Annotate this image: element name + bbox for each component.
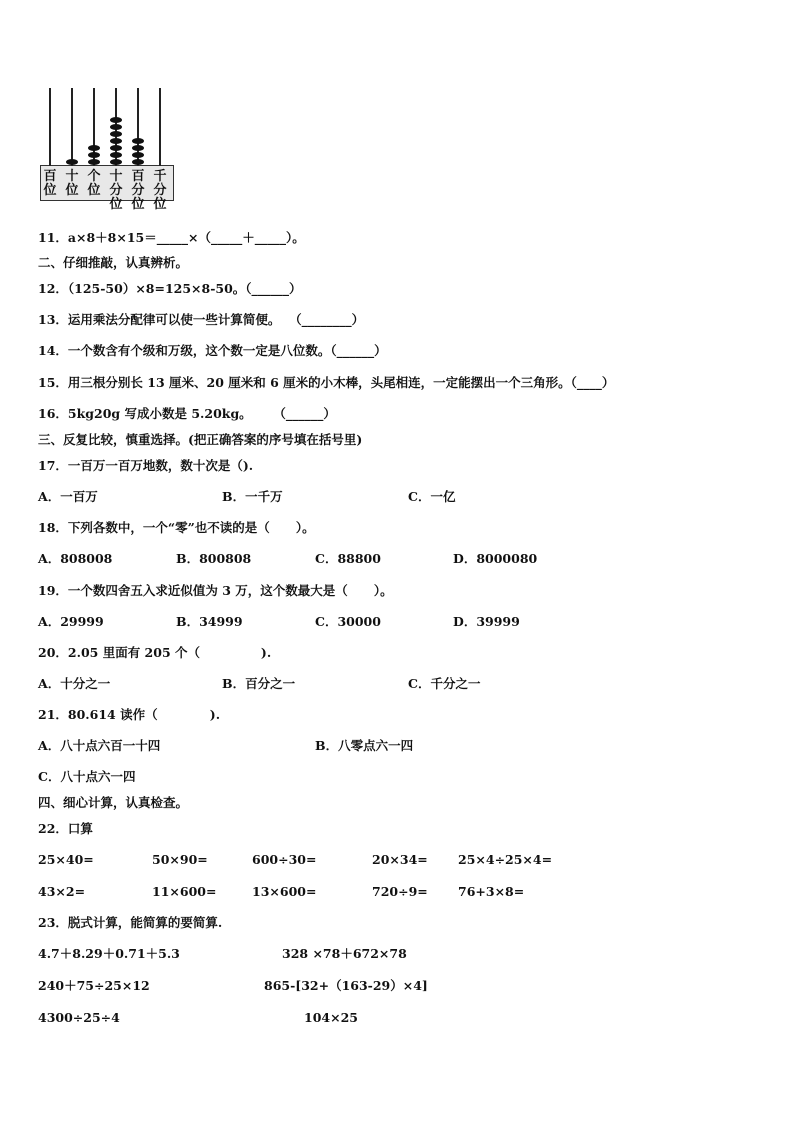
abacus-bead [110, 152, 122, 158]
q22-item: 25×40= [38, 852, 94, 867]
question-22-title: 22．口算 [38, 821, 93, 836]
question-23-title: 23．脱式计算，能简算的要简算. [38, 915, 223, 930]
q17-option-c: C．一亿 [408, 489, 456, 504]
abacus-column-label: 百位 [43, 169, 57, 198]
q22-item: 13×600= [252, 884, 317, 899]
question-19: 19．一个数四舍五入求近似值为 3 万，这个数最大是（ ）。 [38, 583, 393, 598]
q17-option-b: B．一千万 [222, 489, 283, 504]
abacus-bead [88, 152, 100, 158]
question-18: 18．下列各数中，一个“零”也不读的是（ ）。 [38, 520, 315, 535]
abacus-rod [49, 88, 51, 166]
abacus-bead [110, 131, 122, 137]
abacus-column-label: 千分位 [153, 169, 167, 212]
abacus-bead [66, 159, 78, 165]
q23-item: 240＋75÷25×12 [38, 978, 150, 993]
abacus-bead [110, 138, 122, 144]
q22-item: 25×4÷25×4= [458, 852, 553, 867]
q19-option-d: D．39999 [453, 614, 520, 629]
q18-option-d: D．8000080 [453, 551, 538, 566]
q22-item: 76+3×8= [458, 884, 525, 899]
q22-item: 43×2= [38, 884, 86, 899]
abacus-column-label: 百分位 [131, 169, 145, 212]
abacus-figure [40, 88, 174, 214]
q23-item: 328 ×78＋672×78 [282, 946, 407, 961]
question-14: 14．一个数含有个级和万级，这个数一定是八位数。（______） [38, 343, 387, 358]
q23-item: 4.7＋8.29＋0.71＋5.3 [38, 946, 180, 961]
q18-option-a: A．808008 [38, 551, 113, 566]
abacus-column-label: 十位 [65, 169, 79, 198]
q21-option-b: B．八零点六一四 [315, 738, 414, 753]
abacus-column-label: 十分位 [109, 169, 123, 212]
q19-option-b: B．34999 [176, 614, 243, 629]
abacus-bead [132, 159, 144, 165]
q22-item: 720÷9= [372, 884, 428, 899]
section-4-heading: 四、细心计算，认真检查。 [38, 795, 189, 810]
question-16: 16．5kg20g 写成小数是 5.20kg。 （______） [38, 406, 336, 421]
question-12: 12．（125-50）×8=125×8-50。（______） [38, 281, 302, 296]
q23-item: 104×25 [304, 1010, 358, 1025]
q18-option-b: B．800808 [176, 551, 252, 566]
abacus-rod [159, 88, 161, 166]
abacus-bead [110, 145, 122, 151]
q22-item: 11×600= [152, 884, 217, 899]
q22-item: 600÷30= [252, 852, 317, 867]
q22-item: 20×34= [372, 852, 428, 867]
abacus-bead [132, 152, 144, 158]
abacus-bead [110, 124, 122, 130]
abacus-column-label: 个位 [87, 169, 101, 198]
section-2-heading: 二、仔细推敲，认真辨析。 [38, 255, 189, 270]
section-3-heading: 三、反复比较，慎重选择。(把正确答案的序号填在括号里) [38, 432, 363, 447]
abacus-bead [88, 159, 100, 165]
q17-option-a: A．一百万 [38, 489, 98, 504]
q23-item: 865-[32+（163-29）×4] [264, 978, 428, 993]
q19-option-c: C．30000 [315, 614, 381, 629]
q20-option-a: A．十分之一 [38, 676, 111, 691]
q18-option-c: C．88800 [315, 551, 381, 566]
q20-option-b: B．百分之一 [222, 676, 296, 691]
question-20: 20．2.05 里面有 205 个（ ). [38, 645, 272, 660]
abacus-bead [88, 145, 100, 151]
abacus-bead [110, 159, 122, 165]
abacus-bead [110, 117, 122, 123]
q21-option-c: C．八十点六一四 [38, 769, 136, 784]
q21-option-a: A．八十点六百一十四 [38, 738, 161, 753]
question-13: 13．运用乘法分配律可以使一些计算简便。 （________） [38, 312, 365, 327]
abacus-rod [71, 88, 73, 166]
question-17: 17．一百万一百万地数，数十次是（). [38, 458, 254, 473]
q23-item: 4300÷25÷4 [38, 1010, 120, 1025]
abacus-bead [132, 138, 144, 144]
abacus-bead [132, 145, 144, 151]
q22-item: 50×90= [152, 852, 208, 867]
q19-option-a: A．29999 [38, 614, 104, 629]
question-15: 15．用三根分别长 13 厘米、20 厘米和 6 厘米的小木棒，头尾相连，一定能摆出一个三角形。（____） [38, 375, 615, 390]
q20-option-c: C．千分之一 [408, 676, 481, 691]
question-21: 21．80.614 读作（ ). [38, 707, 221, 722]
question-11: 11．a×8＋8×15＝_____×（_____＋_____）。 [38, 230, 305, 245]
